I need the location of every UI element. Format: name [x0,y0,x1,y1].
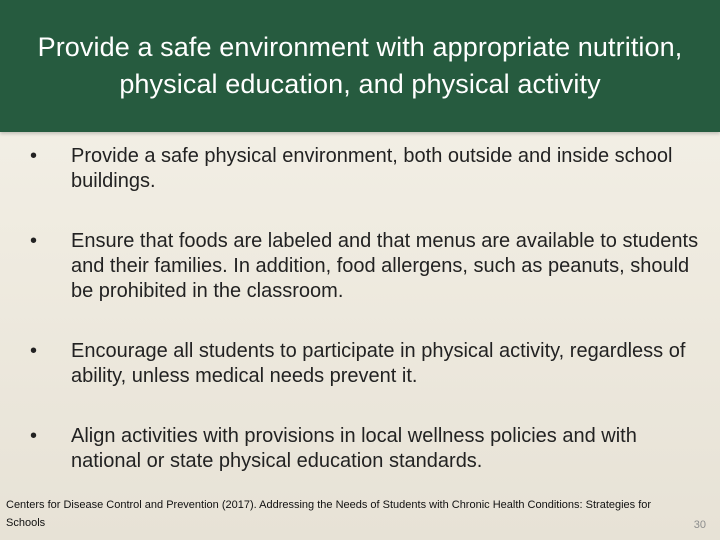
page-number: 30 [693,519,706,531]
slide-title: Provide a safe environment with appropriate nutrition, physical education, and physical activity [37,32,683,99]
bullet-item [30,339,700,389]
bullet-list [30,144,700,474]
bullet-text: Encourage all students to participate in physical activity, regardless of ability, unless medical needs prevent it. [71,340,686,387]
source-citation: Centers for Disease Control and Prevention (2017). Addressing the Needs of Students with Chronic Health Conditions: Strategies for Schools [6,499,652,529]
bullet-text: Ensure that foods are labeled and that menus are available to students and their families. In addition, food allergens, such as peanuts, should be prohibited in the classroom. [71,230,699,302]
bullet-point-icon: • [30,340,38,362]
bullet-point-icon: • [30,425,38,447]
bullet-point-icon: • [30,230,38,252]
slide-title-bar [0,0,720,132]
bullet-text: Align activities with provisions in local wellness policies and with national or state physical education standards. [71,425,637,472]
bullet-item [30,424,700,474]
bullet-text: Provide a safe physical environment, both outside and inside school buildings. [71,145,673,192]
bullet-item [30,229,700,304]
bullet-point-icon: • [30,145,38,167]
bullet-item [30,144,700,194]
